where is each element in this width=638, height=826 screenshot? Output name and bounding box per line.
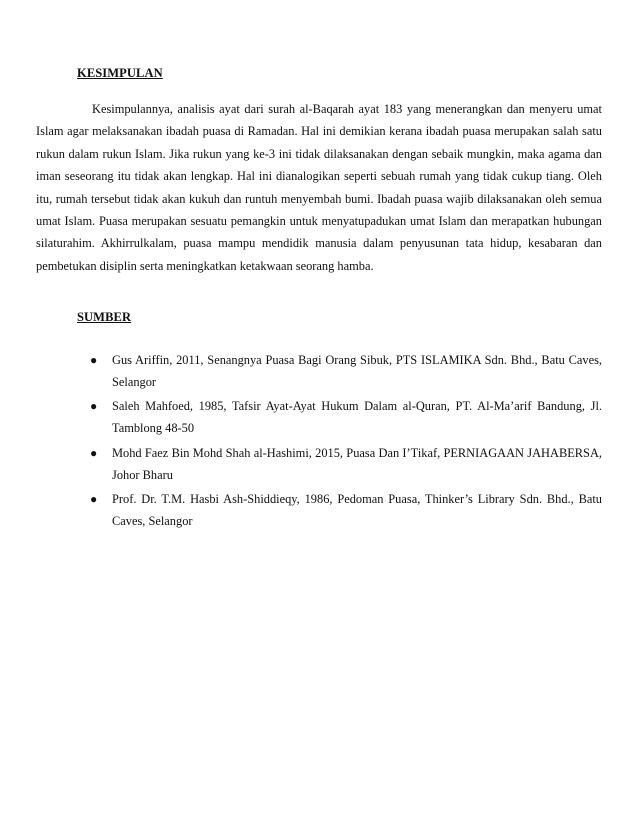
sumber-item-text: Gus Ariffin, 2011, Senangnya Puasa Bagi Orang Sibuk, PTS ISLAMIKA Sdn. Bhd., Batu Caves, Selangor [112,353,602,389]
sumber-list-item [88,488,602,532]
sumber-item-text: Prof. Dr. T.M. Hasbi Ash-Shiddieqy, 1986, Pedoman Puasa, Thinker’s Library Sdn. Bhd., Batu Caves, Selangor [112,492,602,529]
kesimpulan-paragraph: Kesimpulannya, analisis ayat dari surah al-Baqarah ayat 183 yang menerangkan dan menyeru umat Islam agar melaksanakan ibadah puasa di Ramadan. Hal ini demikian kerana ibadah puasa merupakan salah satu rukun dalam rukun Islam. Jika rukun yang ke-3 ini tidak dilaksanakan dengan sebaik mungkin, maka agama dan iman seseorang itu tidak akan lengkap. Hal ini dianalogikan seperti sebuah rumah yang tidak cukup tiang. Oleh itu, rumah tersebut tidak akan kukuh dan runtuh menyembah bumi. Ibadah puasa wajib dilaksanakan oleh semua umat Islam. Puasa merupakan sesuatu pemangkin untuk menyatupadukan umat Islam dan merapatkan hubungan silaturahim. Akhirrulkalam, puasa mampu mendidik manusia dalam penyusunan tata hidup, kesabaran dan pembetukan disiplin serta meningkatkan ketakwaan seorang hamba. [36,102,602,273]
sumber-item-text: Saleh Mahfoed, 1985, Tafsir Ayat-Ayat Hukum Dalam al-Quran, PT. Al-Ma’arif Bandung, Jl. Tamblong 48-50 [112,399,602,436]
sumber-list-item [88,349,602,393]
bullet-dot-icon: ● [90,445,98,460]
sumber-list-item [88,395,602,439]
sumber-list [88,349,602,535]
sumber-heading: SUMBER [77,310,132,324]
sumber-item-text: Mohd Faez Bin Mohd Shah al-Hashimi, 2015, Puasa Dan I’Tikaf, PERNIAGAAN JAHABERSA, Johor Bharu [112,445,602,482]
kesimpulan-heading: KESIMPULAN [77,66,163,80]
bullet-dot-icon: ● [90,399,98,414]
sumber-list-item [88,442,602,486]
bullet-dot-icon: ● [90,492,98,507]
bullet-dot-icon: ● [90,353,98,367]
